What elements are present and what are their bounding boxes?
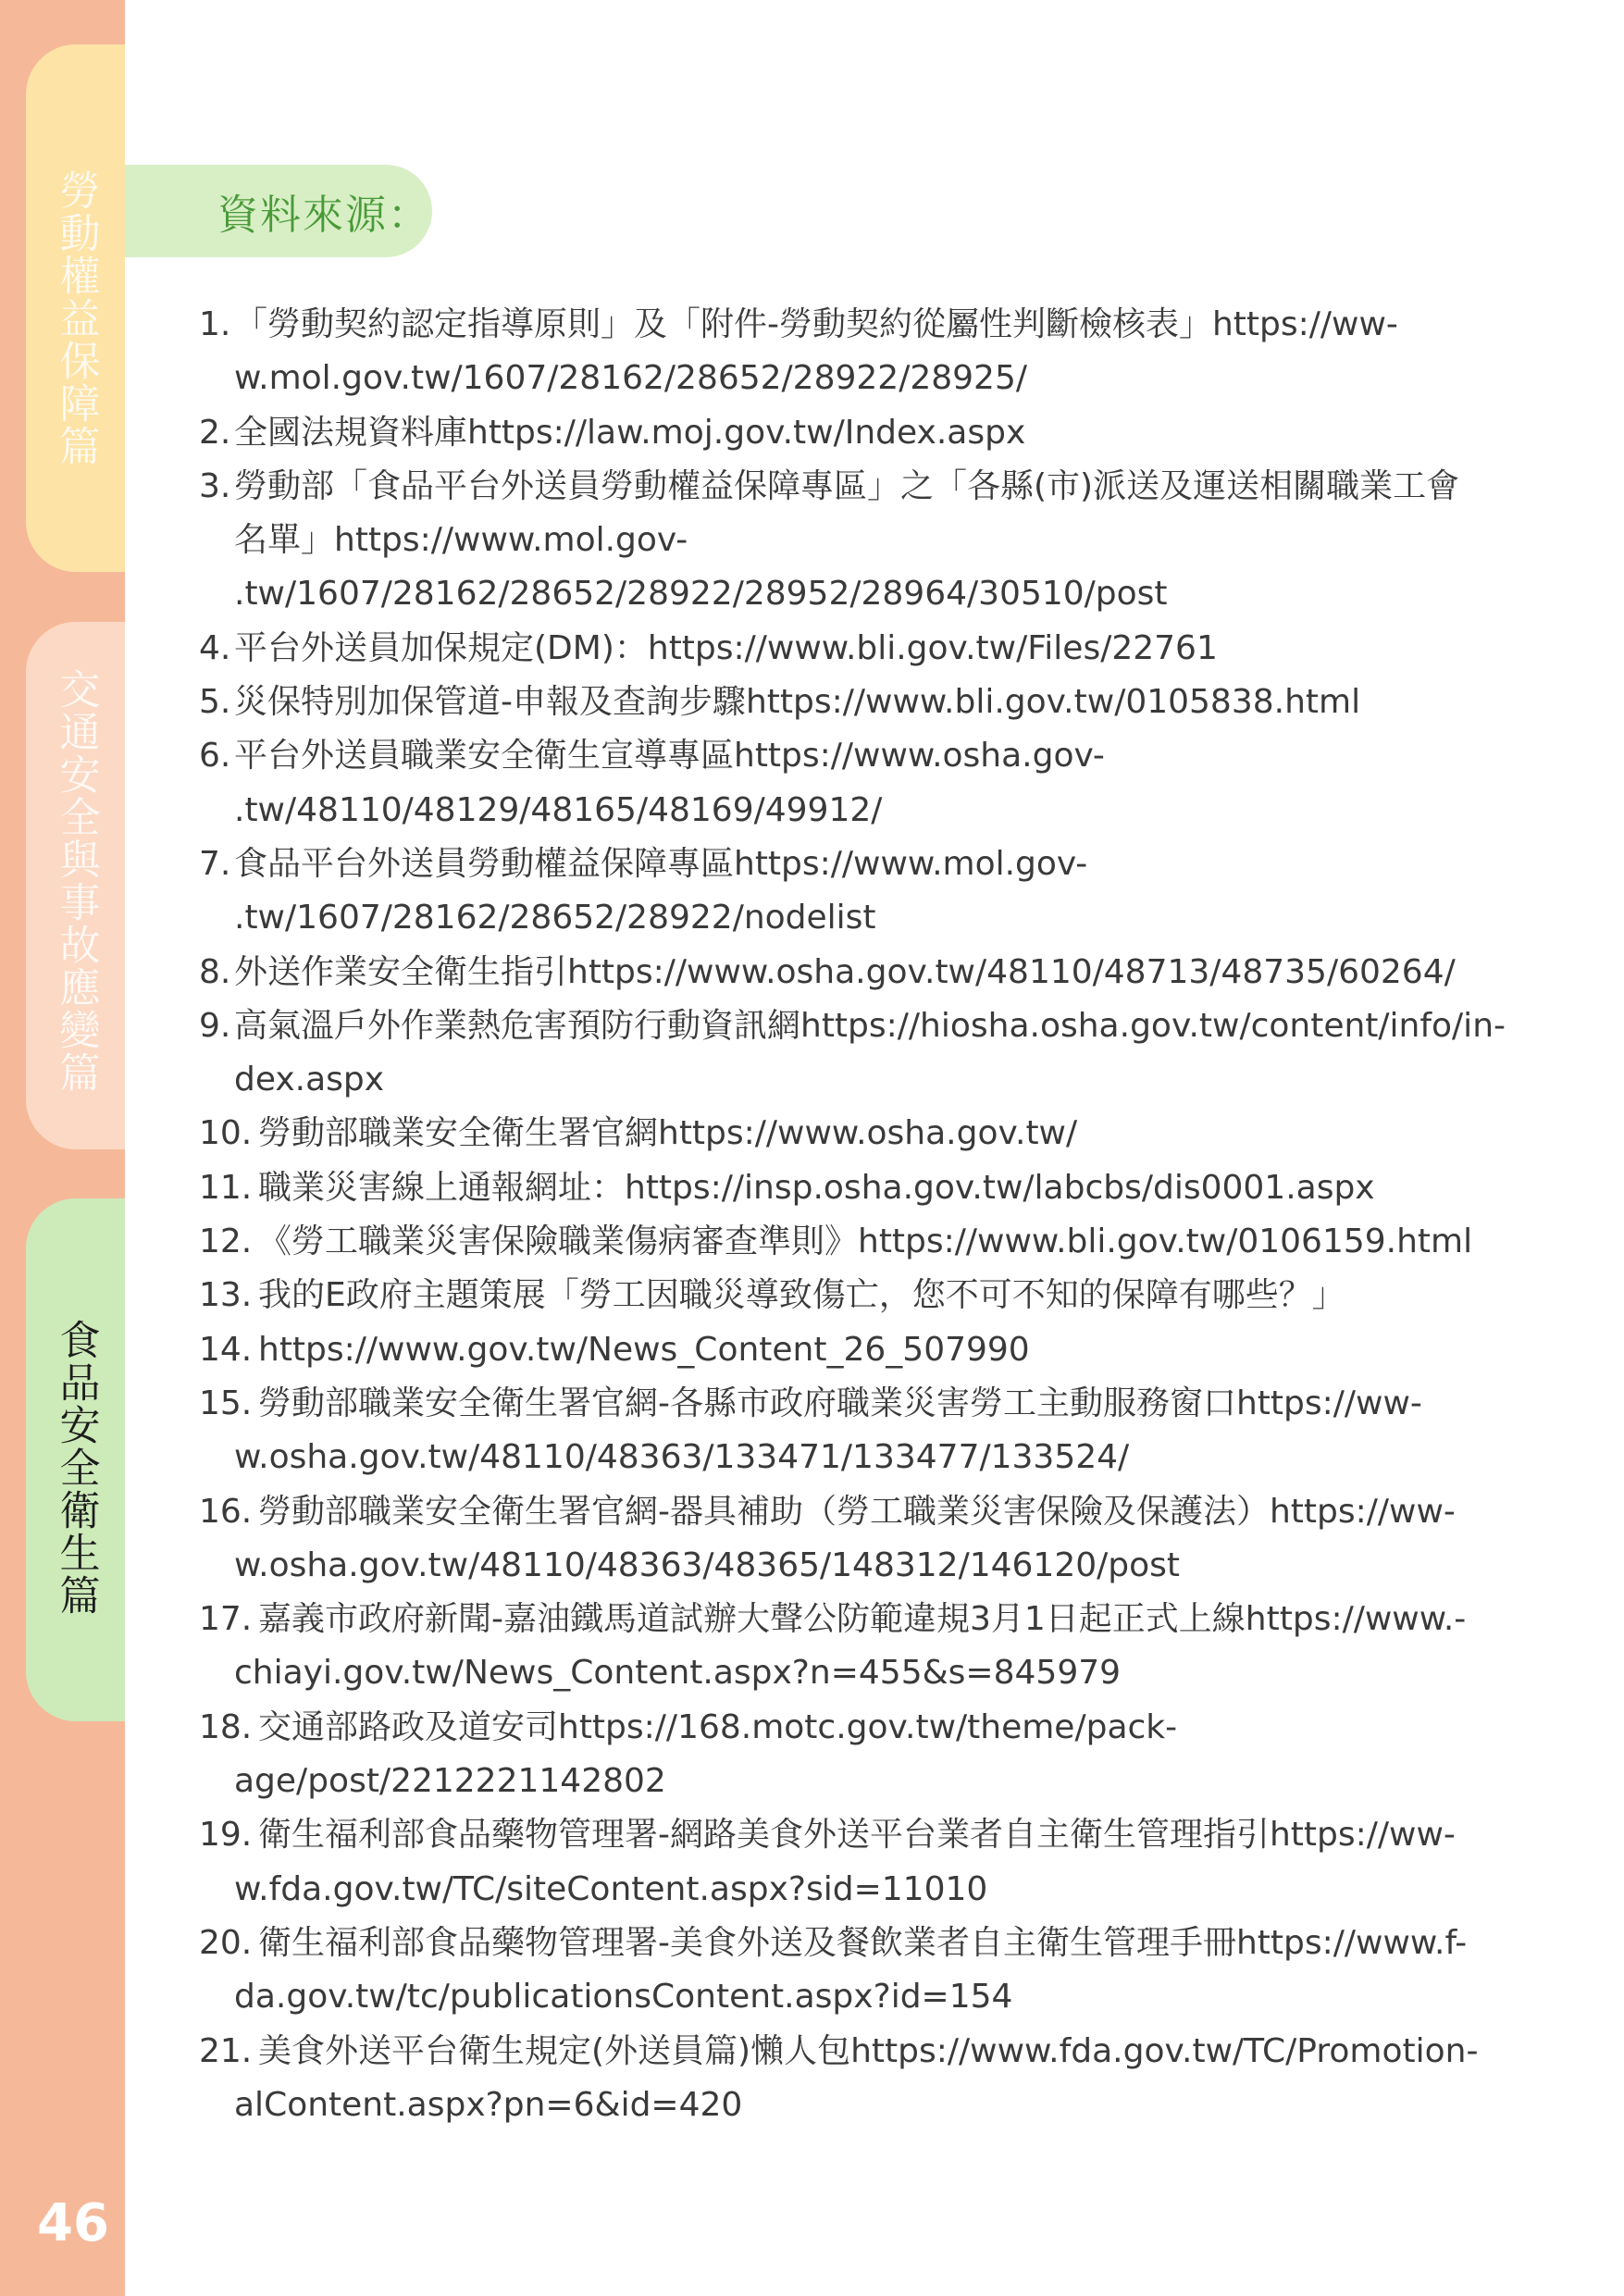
reference-text: 嘉義市政府新聞-嘉油鐵馬道試辦大聲公防範違規3月1日起正式上線https://www.- bbox=[258, 1600, 1467, 1639]
page-number: 46 bbox=[37, 2193, 109, 2253]
reference-text-continuation: w.osha.gov.tw/48110/48363/48365/148312/146120/post bbox=[234, 1545, 1181, 1584]
reference-number: 13. bbox=[199, 1276, 253, 1315]
reference-item bbox=[199, 1701, 1531, 1809]
chapter-tab-traffic-safety[interactable] bbox=[26, 622, 125, 1149]
reference-number: 2. bbox=[199, 413, 231, 452]
reference-number: 17. bbox=[199, 1600, 253, 1639]
reference-text: 美食外送平台衛生規定(外送員篇)懶人包https://www.fda.gov.tw/TC/Promotion- bbox=[258, 2031, 1479, 2070]
reference-text-continuation: alContent.aspx?pn=6&id=420 bbox=[234, 2085, 743, 2124]
reference-text: 食品平台外送員勞動權益保障專區https://www.mol.gov- bbox=[234, 844, 1088, 883]
reference-text-continuation: .tw/1607/28162/28652/28922/28952/28964/30510/post bbox=[234, 575, 1168, 614]
reference-item bbox=[199, 2025, 1531, 2133]
reference-item bbox=[199, 838, 1531, 946]
reference-text: 「勞動契約認定指導原則」及「附件-勞動契約從屬性判斷檢核表」https://ww- bbox=[234, 305, 1398, 343]
reference-number: 10. bbox=[199, 1114, 253, 1153]
reference-item bbox=[199, 298, 1531, 406]
reference-number: 8. bbox=[199, 952, 231, 991]
reference-number: 3. bbox=[199, 466, 231, 505]
reference-item bbox=[199, 1323, 1531, 1377]
reference-text: 高氣溫戶外作業熱危害預防行動資訊網https://hiosha.osha.gov.tw/content/info/in- bbox=[234, 1006, 1506, 1045]
reference-text: 我的E政府主題策展「勞工因職災導致傷亡，您不可不知的保障有哪些？」 bbox=[258, 1276, 1345, 1315]
reference-number: 15. bbox=[199, 1384, 253, 1422]
reference-number: 9. bbox=[199, 1006, 231, 1045]
reference-text-continuation: chiayi.gov.tw/News_Content.aspx?n=455&s=845979 bbox=[234, 1654, 1122, 1693]
reference-text: https://www.gov.tw/News_Content_26_507990 bbox=[258, 1330, 1030, 1369]
reference-text: 衛生福利部食品藥物管理署-美食外送及餐飲業者自主衛生管理手冊https://www.f- bbox=[258, 1923, 1468, 1962]
reference-number: 7. bbox=[199, 844, 231, 883]
reference-number: 6. bbox=[199, 737, 231, 776]
reference-item bbox=[199, 460, 1531, 622]
reference-text: 交通部路政及道安司https://168.motc.gov.tw/theme/pack- bbox=[258, 1707, 1178, 1746]
reference-text-continuation: da.gov.tw/tc/publicationsContent.aspx?id=154 bbox=[234, 1978, 1013, 2017]
reference-text-continuation: dex.aspx bbox=[234, 1061, 385, 1099]
reference-item bbox=[199, 1485, 1531, 1594]
reference-item bbox=[199, 1808, 1531, 1917]
chapter-tab-label: 食品安全衛生篇 bbox=[52, 1319, 100, 1617]
reference-number: 16. bbox=[199, 1492, 253, 1531]
reference-text: 災保特別加保管道-申報及查詢步驟https://www.bli.gov.tw/0105838.html bbox=[234, 683, 1361, 722]
reference-text-continuation: .tw/48110/48129/48165/48169/49912/ bbox=[234, 790, 883, 829]
chapter-tab-label: 勞動權益保障篇 bbox=[52, 169, 100, 467]
reference-item bbox=[199, 1215, 1531, 1269]
reference-text-continuation: w.osha.gov.tw/48110/48363/133471/133477/133524/ bbox=[234, 1438, 1130, 1477]
chapter-sidebar bbox=[0, 0, 125, 2296]
reference-text-continuation: age/post/2212221142802 bbox=[234, 1762, 666, 1801]
reference-item bbox=[199, 999, 1531, 1108]
reference-item bbox=[199, 622, 1531, 676]
reference-item bbox=[199, 1377, 1531, 1485]
reference-text-continuation: w.mol.gov.tw/1607/28162/28652/28922/28925/ bbox=[234, 359, 1027, 398]
reference-number: 19. bbox=[199, 1816, 253, 1855]
reference-text-continuation: .tw/1607/28162/28652/28922/nodelist bbox=[234, 899, 876, 937]
section-header bbox=[125, 165, 432, 257]
reference-item bbox=[199, 1917, 1531, 2025]
reference-item bbox=[199, 1161, 1531, 1215]
reference-number: 18. bbox=[199, 1707, 253, 1746]
reference-text: 衛生福利部食品藥物管理署-網路美食外送平台業者自主衛生管理指引https://ww- bbox=[258, 1816, 1456, 1855]
reference-number: 20. bbox=[199, 1923, 253, 1962]
reference-number: 12. bbox=[199, 1222, 253, 1261]
reference-text: 職業災害線上通報網址：https://insp.osha.gov.tw/labcbs/dis0001.aspx bbox=[258, 1168, 1375, 1207]
reference-text: 外送作業安全衛生指引https://www.osha.gov.tw/48110/48713/48735/60264/ bbox=[234, 952, 1456, 991]
reference-item bbox=[199, 406, 1531, 460]
reference-item bbox=[199, 1107, 1531, 1160]
reference-text-continuation: 名單」https://www.mol.gov- bbox=[234, 521, 688, 560]
reference-number: 14. bbox=[199, 1330, 253, 1369]
reference-text-continuation: w.fda.gov.tw/TC/siteContent.aspx?sid=11010 bbox=[234, 1869, 988, 1908]
reference-text: 《勞工職業災害保險職業傷病審查準則》https://www.bli.gov.tw/0106159.html bbox=[258, 1222, 1473, 1261]
reference-item bbox=[199, 729, 1531, 838]
reference-text: 全國法規資料庫https://law.moj.gov.tw/Index.aspx bbox=[234, 413, 1026, 452]
reference-text: 勞動部職業安全衛生署官網-器具補助（勞工職業災害保險及保護法）https://ww- bbox=[258, 1492, 1456, 1531]
reference-text: 平台外送員加保規定(DM)：https://www.bli.gov.tw/Files/22761 bbox=[234, 628, 1218, 667]
section-title: 資料來源： bbox=[217, 192, 430, 239]
reference-number: 21. bbox=[199, 2031, 253, 2070]
chapter-tab-labor-rights[interactable] bbox=[26, 44, 125, 572]
reference-text: 勞動部職業安全衛生署官網-各縣市政府職業災害勞工主動服務窗口https://ww- bbox=[258, 1384, 1422, 1422]
reference-number: 5. bbox=[199, 683, 231, 722]
chapter-tab-label: 交通安全與事故應變篇 bbox=[52, 668, 100, 1094]
reference-text: 平台外送員職業安全衛生宣導專區https://www.osha.gov- bbox=[234, 737, 1105, 776]
reference-item bbox=[199, 1593, 1531, 1701]
chapter-tab-food-safety[interactable] bbox=[26, 1198, 125, 1721]
reference-list bbox=[199, 298, 1531, 2132]
reference-item bbox=[199, 676, 1531, 729]
reference-item bbox=[199, 1269, 1531, 1322]
reference-number: 11. bbox=[199, 1168, 253, 1207]
reference-text: 勞動部職業安全衛生署官網https://www.osha.gov.tw/ bbox=[258, 1114, 1078, 1153]
reference-item bbox=[199, 946, 1531, 999]
reference-number: 1. bbox=[199, 305, 231, 343]
reference-number: 4. bbox=[199, 628, 231, 667]
reference-text: 勞動部「食品平台外送員勞動權益保障專區」之「各縣(市)派送及運送相關職業工會 bbox=[234, 466, 1460, 505]
